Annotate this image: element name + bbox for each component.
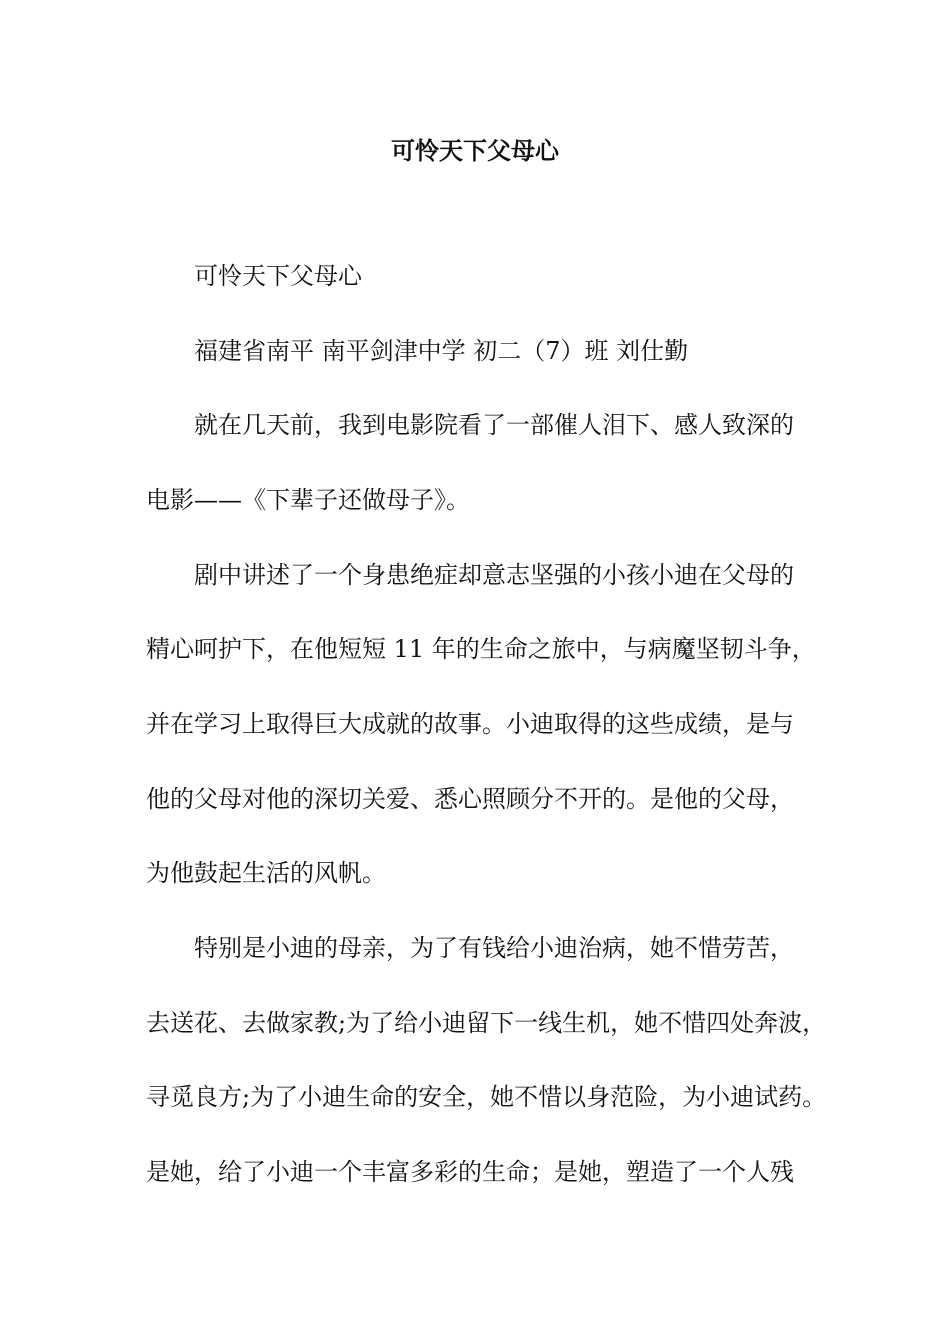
body-line: 为他鼓起生活的风帆。: [146, 859, 386, 887]
body-line: 并在学习上取得巨大成就的故事。小迪取得的这些成绩，是与: [146, 710, 794, 738]
body-line: 精心呵护下，在他短短 11 年的生命之旅中，与病魔坚韧斗争，: [146, 635, 816, 663]
body-line: 去送花、去做家教;为了给小迪留下一线生机，她不惜四处奔波，: [146, 1009, 827, 1037]
body-line: 特别是小迪的母亲，为了有钱给小迪治病，她不惜劳苦，: [194, 934, 794, 962]
document-title: 可怜天下父母心: [391, 136, 559, 165]
body-line: 电影——《下辈子还做母子》。: [146, 486, 470, 514]
body-line: 是她，给了小迪一个丰富多彩的生命；是她，塑造了一个人残: [146, 1158, 794, 1186]
body-line-subtitle: 可怜天下父母心: [194, 262, 362, 290]
body-line: 他的父母对他的深切关爱、悉心照顾分不开的。是他的父母，: [146, 785, 794, 813]
body-line: 剧中讲述了一个身患绝症却意志坚强的小孩小迪在父母的: [194, 561, 794, 589]
body-line-author: 福建省南平 南平剑津中学 初二（7）班 刘仕勤: [194, 337, 689, 365]
body-line: 就在几天前，我到电影院看了一部催人泪下、感人致深的: [194, 411, 794, 439]
body-line: 寻觅良方;为了小迪生命的安全，她不惜以身范险，为小迪试药。: [146, 1083, 827, 1111]
